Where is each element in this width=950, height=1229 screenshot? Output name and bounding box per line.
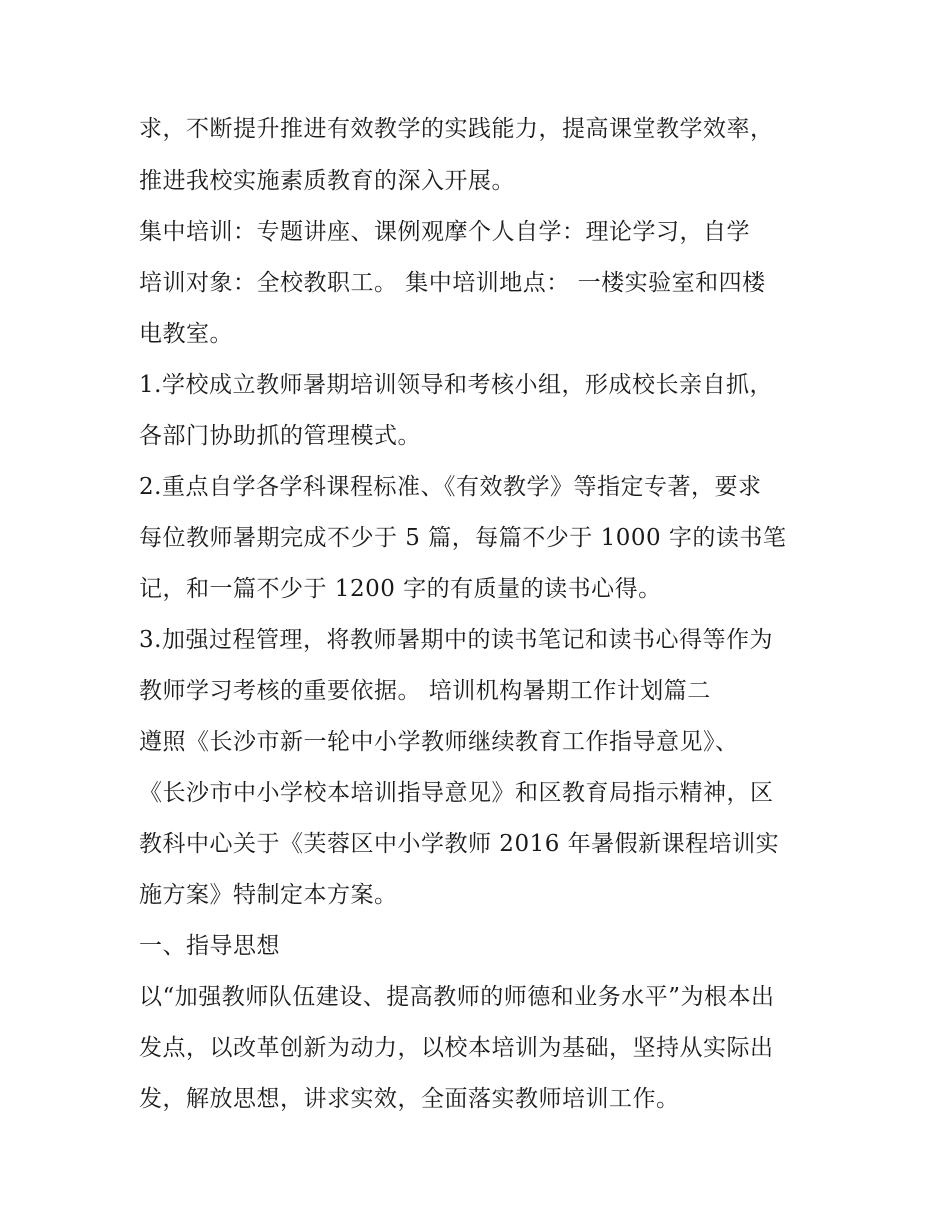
text-line: 记，和一篇不少于 1200 字的有质量的读书心得。 — [139, 576, 662, 602]
text-line: 培训对象：全校教职工。 集中培训地点： 一楼实验室和四楼 — [139, 270, 766, 296]
text-line: 1.学校成立教师暑期培训领导和考核小组，形成校长亲自抓， — [139, 372, 773, 398]
text-line: 推进我校实施素质教育的深入开展。 — [139, 168, 515, 194]
text-line: 求，不断提升推进有效教学的实践能力，提高课堂教学效率， — [139, 116, 774, 142]
text-line: 2.重点自学各学科课程标准、《有效教学》等指定专著，要求 — [139, 474, 762, 500]
text-line: 教师学习考核的重要依据。 培训机构暑期工作计划篇二 — [139, 678, 711, 704]
text-line: 教科中心关于《芙蓉区中小学教师 2016 年暑假新课程培训实 — [139, 831, 780, 857]
section-heading: 一、指导思想 — [139, 933, 280, 959]
text-line: 以“加强教师队伍建设、提高教师的师德和业务水平”为根本出 — [139, 984, 775, 1010]
text-line: 《长沙市中小学校本培训指导意见》和区教育局指示精神，区 — [139, 780, 774, 806]
text-line: 遵照《长沙市新一轮中小学教师继续教育工作指导意见》、 — [139, 729, 739, 755]
text-line: 施方案》特制定本方案。 — [139, 882, 398, 908]
text-line: 集中培训：专题讲座、课例观摩个人自学：理论学习，自学 — [139, 219, 750, 245]
text-line: 发，解放思想，讲求实效，全面落实教师培训工作。 — [139, 1086, 680, 1112]
text-line: 电教室。 — [139, 321, 233, 347]
text-line: 3.加强过程管理，将教师暑期中的读书笔记和读书心得等作为 — [139, 627, 773, 653]
text-line: 各部门协助抓的管理模式。 — [139, 423, 421, 449]
text-line: 发点，以改革创新为动力，以校本培训为基础，坚持从实际出 — [139, 1035, 774, 1061]
text-line: 每位教师暑期完成不少于 5 篇，每篇不少于 1000 字的读书笔 — [139, 525, 787, 551]
